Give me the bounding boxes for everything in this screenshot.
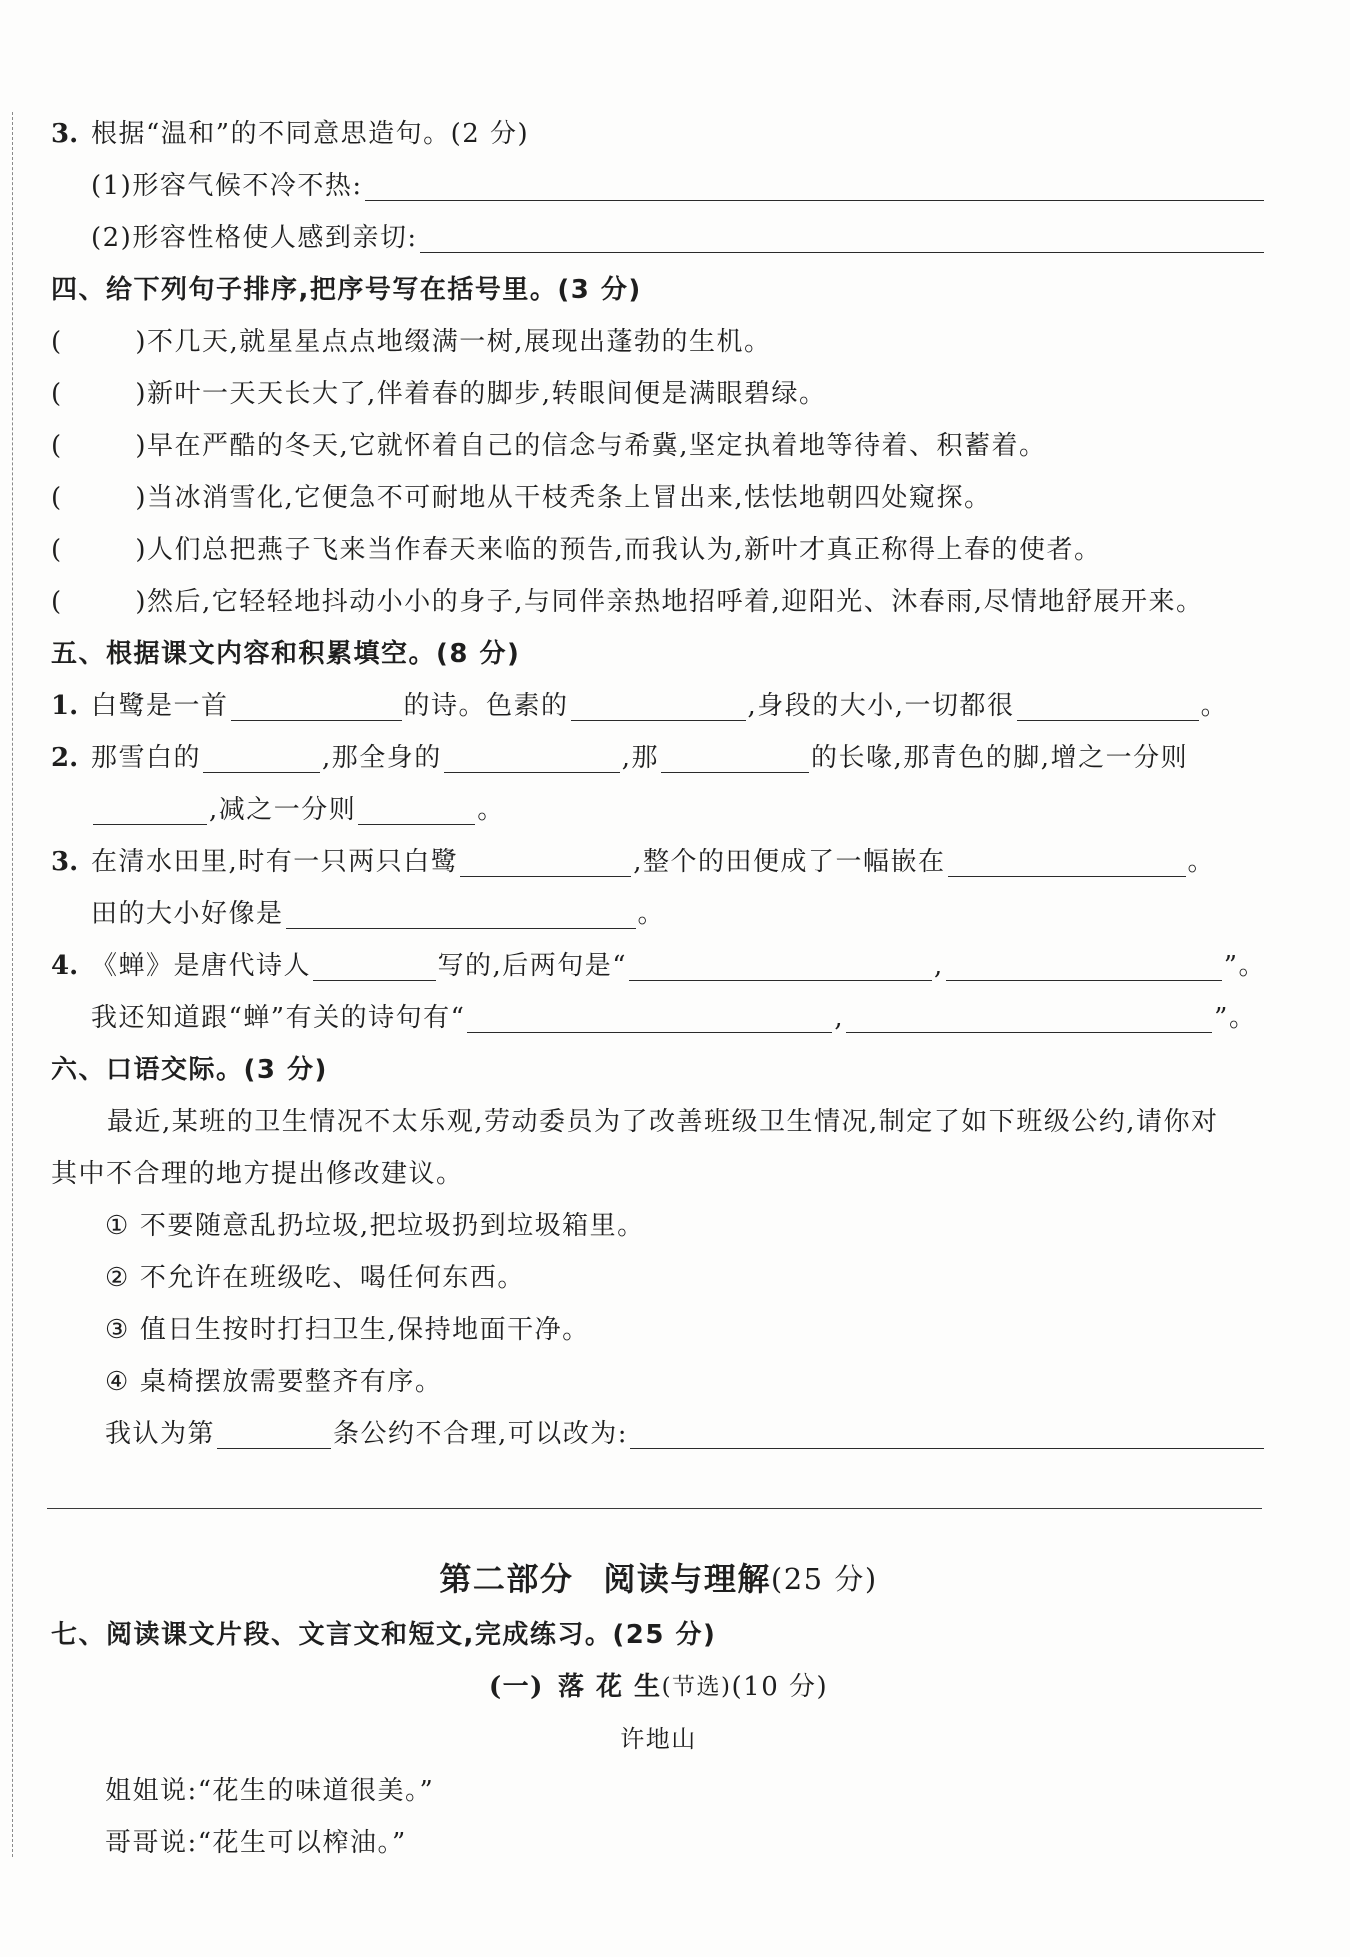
rule-item [51,1252,1266,1304]
fill-item-2 [51,732,1266,784]
fill-text: 《蝉》是唐代诗人 [91,951,312,981]
passage-title: 落 花 生 [557,1672,662,1702]
rule-text: 值日生按时打扫卫生,保持地面干净。 [139,1315,590,1345]
answer-blank[interactable] [286,899,636,929]
bracket-open: ( [51,587,63,617]
fill-text: , [933,951,944,981]
fill-text: 。 [1200,691,1229,721]
section-5-heading [51,628,1266,680]
bracket-close: ) [135,587,147,617]
answer-blank[interactable] [93,795,207,825]
passage-score: (10 分) [731,1672,829,1702]
sentence-text: 不几天,就星星点点地缀满一树,展现出蓬勃的生机。 [147,327,772,357]
fill-text: 的长喙,那青色的脚,增之一分则 [811,743,1189,773]
answer-blank[interactable] [203,743,320,773]
fill-item-4 [51,940,1266,992]
sentence-row [51,368,1266,420]
part-title: 第二部分 [439,1560,574,1598]
section-title: 七、阅读课文片段、文言文和短文,完成练习。 [51,1620,613,1650]
answer-blank[interactable] [365,171,1264,201]
fill-item-4-continued [51,992,1266,1044]
bracket-close: ) [135,327,147,357]
answer-blank[interactable] [846,1003,1212,1033]
rule-item [51,1200,1266,1252]
exam-content [51,108,1266,1869]
answer-blank[interactable] [629,951,932,981]
question-number: 3. [51,119,79,149]
bracket-open: ( [51,327,63,357]
section-title: 四、给下列句子排序,把序号写在括号里。 [51,275,558,305]
passage-author: 许地山 [620,1725,697,1753]
section-title: 六、口语交际。 [51,1055,244,1085]
fill-text: ,那全身的 [322,743,442,773]
sentence-row [51,524,1266,576]
question-3-item-1 [51,160,1266,212]
answer-text: 我认为第 [105,1419,216,1449]
rule-marker: ③ [105,1315,130,1345]
rule-item [51,1304,1266,1356]
section-6-intro: 最近,某班的卫生情况不太乐观,劳动委员为了改善班级卫生情况,制定了如下班级公约,请你对其中不合理的地方提出修改建议。 [51,1107,1219,1189]
sentence-row [51,472,1266,524]
fill-text: ,整个的田便成了一幅嵌在 [633,847,946,877]
question-text: 根据“温和”的不同意思造句。 [91,119,451,149]
answer-blank[interactable] [630,1419,1264,1449]
section-6-answer [51,1408,1266,1460]
order-bracket[interactable] [51,524,147,576]
fill-text: ,减之一分则 [209,795,357,825]
rule-marker: ② [105,1263,130,1293]
order-bracket[interactable] [51,472,147,524]
rule-text: 不允许在班级吃、喝任何东西。 [139,1263,525,1293]
fill-text: ,那 [621,743,660,773]
answer-blank[interactable] [460,847,631,877]
order-bracket[interactable] [51,576,147,628]
section-6-heading [51,1044,1266,1096]
rule-text: 不要随意乱扔垃圾,把垃圾扔到垃圾箱里。 [139,1211,645,1241]
sentence-text: 新叶一天天长大了,伴着春的脚步,转眼间便是满眼碧绿。 [147,379,827,409]
fill-text: 我还知道跟“蝉”有关的诗句有“ [91,1003,466,1033]
answer-blank[interactable] [1017,691,1199,721]
answer-blank[interactable] [467,1003,832,1033]
bracket-close: ) [135,535,147,565]
fill-text: , [834,1003,845,1033]
fill-text: 的诗。色素的 [403,691,569,721]
passage-note: (节选) [661,1674,732,1700]
fill-text: 田的大小好像是 [91,899,284,929]
passage-text: 哥哥说:“花生可以榨油。” [105,1828,407,1858]
part-score: (25 分) [770,1562,878,1596]
answer-text: 条公约不合理,可以改为: [333,1419,629,1449]
order-bracket[interactable] [51,316,147,368]
passage-text: 姐姐说:“花生的味道很美。” [105,1776,435,1806]
section-title: 五、根据课文内容和积累填空。 [51,639,437,669]
item-number: 4. [51,951,79,981]
sentence-row [51,420,1266,472]
answer-blank[interactable] [948,847,1186,877]
fill-text: 白鹭是一首 [91,691,229,721]
answer-blank[interactable] [571,691,746,721]
bracket-close: ) [135,483,147,513]
question-3-prompt [51,108,1266,160]
section-7-heading [51,1609,1266,1661]
question-3-item-2 [51,212,1266,264]
item-label: (2)形容性格使人感到亲切: [91,223,418,253]
order-bracket[interactable] [51,420,147,472]
passage-line [51,1817,1266,1869]
bracket-open: ( [51,535,63,565]
passage-label: (一) [488,1672,544,1702]
answer-blank[interactable] [420,223,1264,253]
section-4-heading [51,264,1266,316]
fill-text: ,身段的大小,一切都很 [747,691,1015,721]
fill-text: 写的,后两句是“ [437,951,628,981]
bracket-close: ) [135,431,147,461]
part-2-title [51,1549,1266,1609]
bracket-open: ( [51,379,63,409]
rule-text: 桌椅摆放需要整齐有序。 [139,1367,443,1397]
rule-marker: ④ [105,1367,130,1397]
answer-blank[interactable] [231,691,402,721]
question-score: (2 分) [450,119,530,149]
part-subtitle: 阅读与理解 [603,1560,771,1598]
passage-line [51,1765,1266,1817]
sentence-text: 当冰消雪化,它便急不可耐地从干枝秃条上冒出来,怯怯地朝四处窥探。 [147,483,992,513]
bracket-close: ) [135,379,147,409]
item-number: 1. [51,691,79,721]
fill-item-3-continued [51,888,1266,940]
fill-text: 。 [477,795,505,825]
passage-author-row [51,1713,1266,1765]
answer-blank[interactable] [358,795,475,825]
fill-text: ”。 [1223,951,1266,981]
item-number: 2. [51,743,79,773]
passage-heading [51,1661,1266,1713]
fill-text: 那雪白的 [91,743,202,773]
order-bracket[interactable] [51,368,147,420]
fill-text: 。 [1187,847,1216,877]
fill-item-1 [51,680,1266,732]
binding-margin-line [12,112,13,1857]
fill-item-2-continued [51,784,1266,836]
sentence-row [51,576,1266,628]
rule-marker: ① [105,1211,130,1241]
fill-text: ”。 [1214,1003,1257,1033]
fill-text: 。 [637,899,666,929]
item-label: (1)形容气候不冷不热: [91,171,363,201]
fill-item-3 [51,836,1266,888]
answer-blank[interactable] [946,951,1222,981]
sentence-text: 人们总把燕子飞来当作春天来临的预告,而我认为,新叶才真正称得上春的使者。 [147,535,1102,565]
bracket-open: ( [51,431,63,461]
section-score: (25 分) [612,1620,717,1650]
section-score: (3 分) [243,1055,328,1085]
section-score: (8 分) [436,639,521,669]
sentence-text: 然后,它轻轻地抖动小小的身子,与同伴亲热地招呼着,迎阳光、沐春雨,尽情地舒展开来。 [147,587,1204,617]
bracket-open: ( [51,483,63,513]
sentence-row [51,316,1266,368]
fill-text: 在清水田里,时有一只两只白鹭 [91,847,459,877]
answer-blank[interactable] [217,1419,331,1449]
section-score: (3 分) [557,275,642,305]
sentence-text: 早在严酷的冬天,它就怀着自己的信念与希冀,坚定执着地等待着、积蓄着。 [147,431,1047,461]
rule-item [51,1356,1266,1408]
answer-blank[interactable] [661,743,809,773]
item-number: 3. [51,847,79,877]
section-divider [47,1508,1262,1509]
answer-blank[interactable] [444,743,620,773]
answer-blank[interactable] [313,951,436,981]
